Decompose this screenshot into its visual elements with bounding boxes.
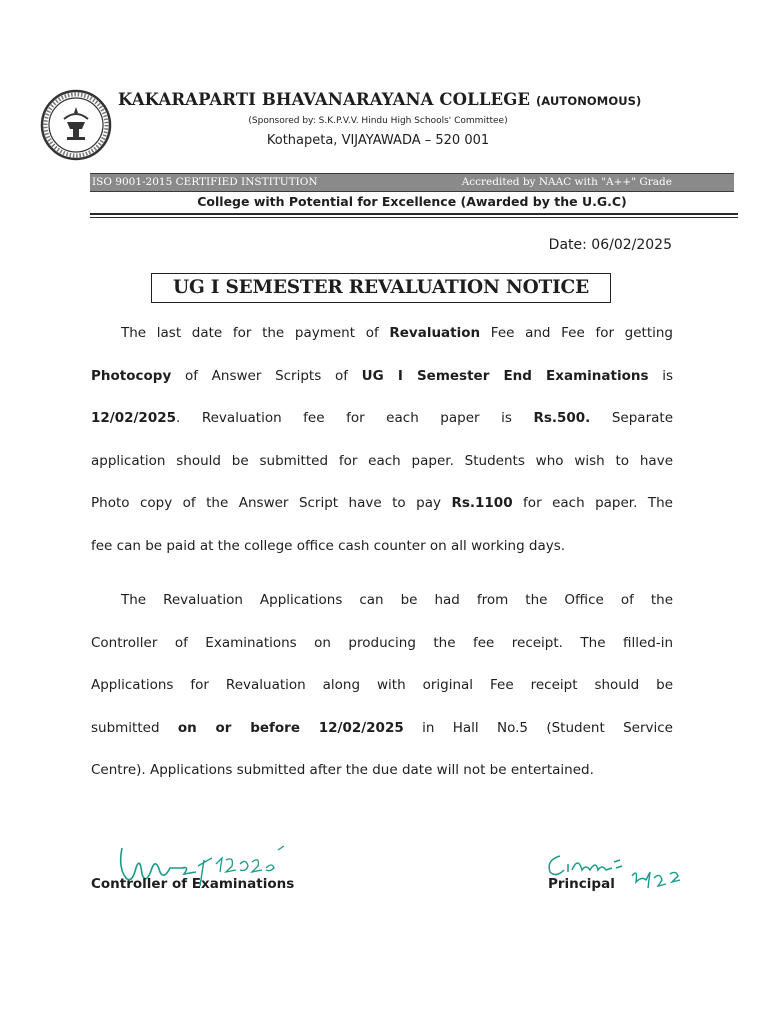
accreditation-band [90,173,734,192]
paragraph-line: fee can be paid at the college office cash counter on all working days. [91,537,566,554]
paragraph-applications [91,579,673,792]
controller-of-examinations-label: Controller of Examinations [91,876,295,892]
college-address: Kothapeta, VIJAYAWADA – 520 001 [266,133,490,148]
iso-certification: ISO 9001-2015 CERTIFIED INSTITUTION [92,176,318,188]
paragraph-line: The last date for the payment of Revaluation Fee and Fee for getting [121,325,673,341]
principal-label: Principal [548,876,615,892]
paragraph-line: Photocopy of Answer Scripts of UG I Semester End Examinations is [91,367,673,384]
paragraph-line: The Revaluation Applications can be had from the Office of the [121,592,673,608]
autonomous-label: (AUTONOMOUS) [535,94,642,108]
college-seal-icon [40,89,112,161]
notice-title: UG I SEMESTER REVALUATION NOTICE [151,273,611,303]
paragraph-line: 12/02/2025. Revaluation fee for each paper is Rs.500. Separate [91,410,673,426]
emphasis-text: on or before 12/02/2025 [177,719,404,736]
header-divider [90,213,738,215]
paragraph-line: Centre). Applications submitted after the due date will not be entertained. [91,762,594,778]
paragraph-line: application should be submitted for each paper. Students who wish to have [91,452,673,469]
emphasis-text: 12/02/2025 [91,410,177,426]
paragraph-payment [91,312,673,567]
naac-accreditation: Accredited by NAAC with "A++" Grade [461,176,672,188]
college-name: KAKARAPARTI BHAVANARAYANA COLLEGE (AUTONOMOUS) [118,90,642,109]
emphasis-text: Rs.500. [533,410,591,426]
excellence-line: College with Potential for Excellence (Awarded by the U.G.C) [197,194,627,209]
emphasis-text: UG I Semester End Examinations [361,367,649,384]
notice-date: Date: 06/02/2025 [548,237,672,253]
paragraph-line: Photo copy of the Answer Script have to pay Rs.1100 for each paper. The [91,495,673,511]
emphasis-text: Revaluation [389,325,481,341]
emphasis-text: Rs.1100 [451,495,513,511]
paragraph-line: submitted on or before 12/02/2025 in Hall No.5 (Student Service [91,719,673,736]
header-divider-thin [90,217,738,218]
paragraph-line: Applications for Revaluation along with original Fee receipt should be [91,677,673,693]
sponsor-line: (Sponsored by: S.K.P.V.V. Hindu High Schools' Committee) [248,116,508,126]
paragraph-line: Controller of Examinations on producing the fee receipt. The filled-in [91,634,673,651]
emphasis-text: Photocopy [91,367,172,384]
